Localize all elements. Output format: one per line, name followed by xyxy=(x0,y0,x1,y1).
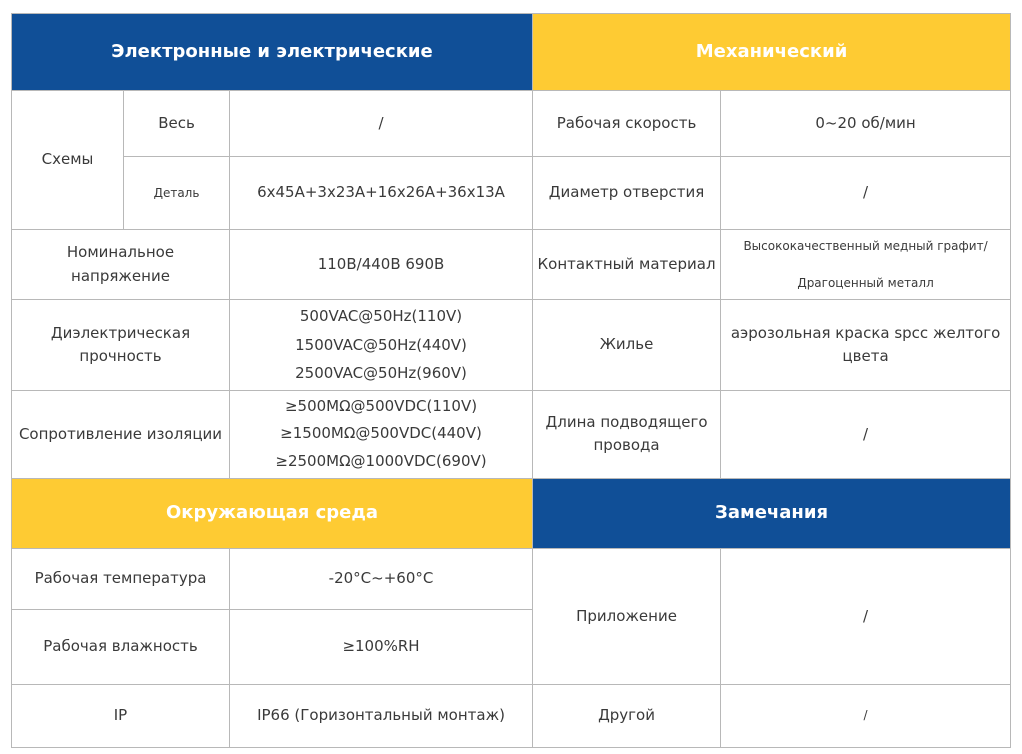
environment-section-header: Окружающая среда xyxy=(12,478,533,548)
humidity-value: ≥100%RH xyxy=(230,609,533,684)
specification-table xyxy=(11,13,1011,748)
temperature-label: Рабочая температура xyxy=(12,548,230,609)
voltage-value: 110В/440В 690В xyxy=(230,230,533,300)
dielectric-line: 500VAC@50Hz(110V) xyxy=(299,307,463,325)
electrical-section-header: Электронные и электрические xyxy=(12,14,533,91)
insulation-line: ≥2500MΩ@1000VDC(690V) xyxy=(275,452,487,470)
schemes-label: Схемы xyxy=(12,91,124,230)
contact-material-label: Контактный материал xyxy=(533,230,721,300)
dielectric-value xyxy=(230,300,533,391)
speed-label: Рабочая скорость xyxy=(533,91,721,157)
bore-value: / xyxy=(721,157,1011,230)
dielectric-line: 1500VAC@50Hz(440V) xyxy=(295,335,467,354)
insulation-line: ≥1500MΩ@500VDC(440V) xyxy=(280,424,482,443)
insulation-line: ≥500MΩ@500VDC(110V) xyxy=(284,396,478,415)
application-value: / xyxy=(721,548,1011,684)
insulation-label: Сопротивление изоляции xyxy=(12,390,230,478)
temperature-value: -20°C~+60°C xyxy=(230,548,533,609)
contact-material-line: Высококачественный медный графит/ xyxy=(743,238,988,253)
housing-value: аэрозольная краска spcc желтого цвета xyxy=(721,300,1011,391)
other-label: Другой xyxy=(533,684,721,747)
lead-length-label: Длина подводящего провода xyxy=(533,390,721,478)
remarks-section-header: Замечания xyxy=(533,478,1011,548)
bore-label: Диаметр отверстия xyxy=(533,157,721,230)
mechanical-section-header: Механический xyxy=(533,14,1011,91)
lead-length-value: / xyxy=(721,390,1011,478)
dielectric-label: Диэлектрическая прочность xyxy=(12,300,230,391)
speed-value: 0~20 об/мин xyxy=(721,91,1011,157)
contact-material-line: Драгоценный металл xyxy=(797,275,934,290)
contact-material-value xyxy=(721,230,1011,300)
application-label: Приложение xyxy=(533,548,721,684)
detail-value: 6x45A+3x23A+16x26A+36x13A xyxy=(230,157,533,230)
weight-label: Весь xyxy=(124,91,230,157)
voltage-label: Номинальное напряжение xyxy=(12,230,230,300)
detail-label: Деталь xyxy=(124,157,230,230)
weight-value: / xyxy=(230,91,533,157)
insulation-value xyxy=(230,390,533,478)
ip-value: IP66 (Горизонтальный монтаж) xyxy=(230,684,533,747)
other-value: / xyxy=(721,684,1011,747)
housing-label: Жилье xyxy=(533,300,721,391)
ip-label: IP xyxy=(12,684,230,747)
humidity-label: Рабочая влажность xyxy=(12,609,230,684)
dielectric-line: 2500VAC@50Hz(960V) xyxy=(295,364,467,382)
